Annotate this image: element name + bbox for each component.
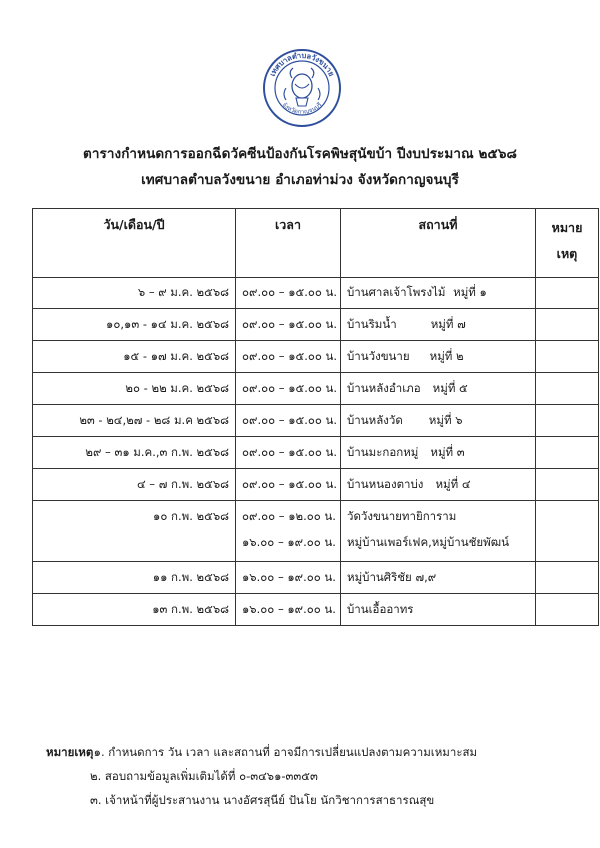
place-moo: หมู่ที่ ๗ [430, 316, 466, 331]
row-time-morning: ๐๙.๐๐ – ๑๒.๐๐ น. [242, 509, 336, 523]
row-note [536, 437, 599, 469]
row-note [536, 278, 599, 309]
place-name: บ้านหลังวัด [347, 412, 403, 427]
row-note [536, 562, 599, 594]
table-row [33, 501, 599, 562]
table-row [33, 278, 599, 309]
seal-top-text: เทศบาลตำบลวังขนาย [267, 50, 337, 78]
place-name: บ้านหลังอำเภอ [347, 380, 421, 395]
row-place [341, 501, 536, 562]
header-place: สถานที่ [341, 209, 536, 278]
row-place [341, 309, 536, 341]
note-item-1 [46, 740, 477, 764]
place-name: บ้านริมน้ำ [347, 316, 397, 331]
row-place: หมู่บ้านศิริชัย ๗,๙ [341, 562, 536, 594]
row-date: ๑๐,๑๓ - ๑๔ ม.ค. ๒๕๖๘ [33, 309, 236, 341]
row-place: บ้านเอื้ออาทร [341, 594, 536, 626]
header-note-line2: เหตุ [556, 246, 578, 261]
row-place [341, 341, 536, 373]
note-item-3 [46, 788, 477, 812]
table-row [33, 309, 599, 341]
place-moo: หมู่ที่ ๖ [428, 412, 463, 427]
table-row [33, 562, 599, 594]
place-name: บ้านหนองตาบ่ง [347, 476, 424, 491]
place-moo: หมู่ที่ ๑ [453, 285, 487, 299]
table-row [33, 469, 599, 501]
row-date: ๑๕ - ๑๗ ม.ค. ๒๕๖๘ [33, 341, 236, 373]
header-note [536, 209, 599, 278]
row-note [536, 373, 599, 405]
row-date: ๒๙ – ๓๑ ม.ค.,๓ ก.พ. ๒๕๖๘ [33, 437, 236, 469]
place-name-morning: วัดวังขนายทายิการาม [347, 509, 457, 523]
municipality-seal [262, 48, 342, 128]
row-date: ๒๓ - ๒๔,๒๗ - ๒๘ ม.ค ๒๕๖๘ [33, 405, 236, 437]
place-name-evening: หมู่บ้านเพอร์เฟค,หมู่บ้านชัยพัฒน์ [347, 535, 509, 549]
seal-bottom-text: จังหวัดกาญจนบุรี [280, 101, 324, 116]
table-row [33, 405, 599, 437]
row-time: ๐๙.๐๐ – ๑๕.๐๐ น. [236, 341, 341, 373]
place-moo: หมู่ที่ ๔ [435, 476, 471, 491]
notes-section [46, 740, 477, 812]
row-note [536, 469, 599, 501]
place-moo: หมู่ที่ ๓ [430, 444, 465, 459]
row-time [236, 501, 341, 562]
table-header-row [33, 209, 599, 278]
row-time: ๐๙.๐๐ – ๑๕.๐๐ น. [236, 469, 341, 501]
row-place [341, 373, 536, 405]
header-note-line1: หมาย [551, 220, 583, 235]
notes-label: หมายเหตุ [46, 745, 94, 759]
header-time: เวลา [236, 209, 341, 278]
note-text: ๒. สอบถามข้อมูลเพิ่มเติมได้ที่ ๐-๓๔๖๑-๓๓๕๓ [90, 769, 318, 783]
row-note [536, 501, 599, 562]
row-date [33, 501, 236, 562]
row-date: ๑๑ ก.พ. ๒๕๖๘ [33, 562, 236, 594]
row-time: ๐๙.๐๐ – ๑๕.๐๐ น. [236, 309, 341, 341]
place-name: บ้านศาลเจ้าโพรงไม้ [347, 285, 446, 299]
note-text: ๑. กำหนดการ วัน เวลา และสถานที่ อาจมีการเปลี่ยนแปลงตามความเหมาะสม [93, 745, 478, 759]
row-time: ๐๙.๐๐ – ๑๕.๐๐ น. [236, 373, 341, 405]
svg-text:จังหวัดกาญจนบุรี [281, 100, 324, 116]
document-title: ตารางกำหนดการออกฉีดวัคซีนป้องกันโรคพิษสุนัขบ้า ปีงบประมาณ ๒๕๖๘ [82, 146, 518, 162]
table-row [33, 437, 599, 469]
note-item-2 [46, 764, 477, 788]
note-text: ๓. เจ้าหน้าที่ผู้ประสานงาน นางอัศรสุนีย์ ปันโย นักวิชาการสาธารณสุข [90, 793, 435, 807]
row-time-evening: ๑๖.๐๐ – ๑๙.๐๐ น. [242, 535, 336, 549]
place-name: บ้านวังขนาย [347, 348, 410, 363]
row-time: ๐๙.๐๐ – ๑๕.๐๐ น. [236, 278, 341, 309]
row-place [341, 405, 536, 437]
row-place [341, 437, 536, 469]
row-note [536, 405, 599, 437]
row-time: ๐๙.๐๐ – ๑๕.๐๐ น. [236, 437, 341, 469]
row-time: ๑๖.๐๐ – ๑๙.๐๐ น. [236, 594, 341, 626]
row-place [341, 469, 536, 501]
row-note [536, 341, 599, 373]
row-date: ๔ – ๗ ก.พ. ๒๕๖๘ [33, 469, 236, 501]
row-place [341, 278, 536, 309]
row-time: ๐๙.๐๐ – ๑๕.๐๐ น. [236, 405, 341, 437]
table-row [33, 341, 599, 373]
vaccination-schedule-table [32, 208, 599, 626]
header-date: วัน/เดือน/ปี [33, 209, 236, 278]
row-time: ๑๖.๐๐ – ๑๙.๐๐ น. [236, 562, 341, 594]
place-moo: หมู่ที่ ๒ [429, 348, 464, 363]
document-subtitle: เทศบาลตำบลวังขนาย อำเภอท่าม่วง จังหวัดกาญจนบุรี [141, 172, 459, 188]
place-name: บ้านมะกอกหมู่ [347, 444, 419, 459]
row-date-text: ๑๐ ก.พ. ๒๕๖๘ [153, 509, 229, 523]
place-moo: หมู่ที่ ๕ [432, 380, 468, 395]
table-row [33, 373, 599, 405]
row-date: ๒๐ - ๒๒ ม.ค. ๒๕๖๘ [33, 373, 236, 405]
row-date: ๑๓ ก.พ. ๒๕๖๘ [33, 594, 236, 626]
row-note [536, 594, 599, 626]
table-row [33, 594, 599, 626]
row-date: ๖ – ๙ ม.ค. ๒๕๖๘ [33, 278, 236, 309]
row-note [536, 309, 599, 341]
